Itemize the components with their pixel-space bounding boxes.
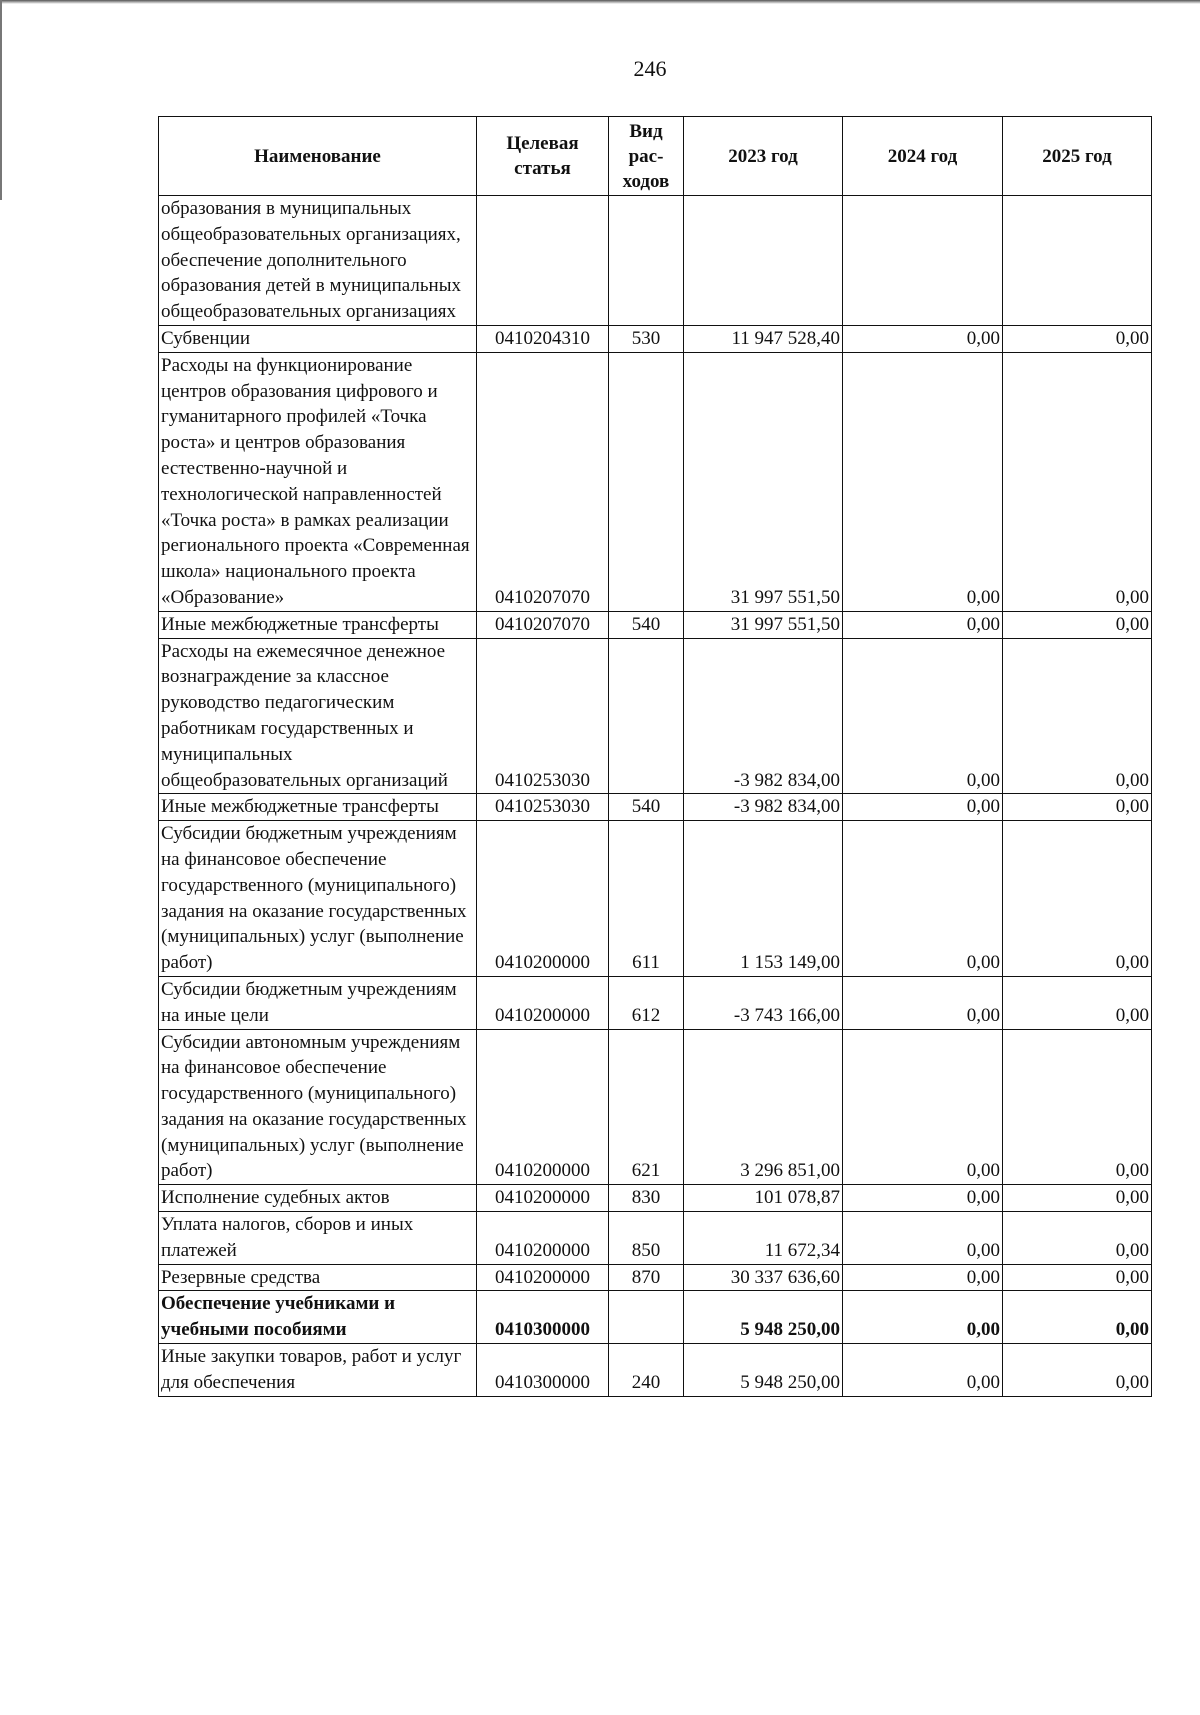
cell-code: 0410200000 — [477, 976, 609, 1029]
cell-2023: -3 743 166,00 — [684, 976, 843, 1029]
cell-2025: 0,00 — [1003, 1212, 1152, 1265]
cell-2023: 30 337 636,60 — [684, 1264, 843, 1291]
cell-name: Субсидии автономным учреждениям на финансовое обеспечение государственного (муниципального) задания на оказание государственных (муниципальных) услуг (выполнение работ) — [159, 1029, 477, 1185]
cell-2024: 0,00 — [843, 611, 1003, 638]
cell-kind — [609, 1291, 684, 1344]
cell-kind — [609, 638, 684, 794]
scan-edge-left — [0, 0, 2, 200]
cell-kind: 850 — [609, 1212, 684, 1265]
cell-2023 — [684, 196, 843, 326]
table-row — [159, 1344, 1152, 1397]
cell-2024: 0,00 — [843, 352, 1003, 611]
cell-kind: 530 — [609, 325, 684, 352]
cell-code: 0410207070 — [477, 352, 609, 611]
table-row — [159, 1212, 1152, 1265]
cell-2024: 0,00 — [843, 1344, 1003, 1397]
cell-code: 0410200000 — [477, 1029, 609, 1185]
cell-2023: 3 296 851,00 — [684, 1029, 843, 1185]
cell-kind: 540 — [609, 794, 684, 821]
header-2024: 2024 год — [843, 117, 1003, 196]
cell-2024: 0,00 — [843, 821, 1003, 977]
header-name: Наименование — [159, 117, 477, 196]
cell-kind — [609, 352, 684, 611]
cell-2023: 31 997 551,50 — [684, 352, 843, 611]
cell-name: Иные межбюджетные трансферты — [159, 611, 477, 638]
table-row — [159, 1185, 1152, 1212]
cell-2025 — [1003, 196, 1152, 326]
cell-name: Иные закупки товаров, работ и услуг для обеспечения — [159, 1344, 477, 1397]
cell-2025: 0,00 — [1003, 1185, 1152, 1212]
cell-name: Обеспечение учебниками и учебными пособиями — [159, 1291, 477, 1344]
cell-code: 0410200000 — [477, 1185, 609, 1212]
table-row — [159, 611, 1152, 638]
cell-name: Субсидии бюджетным учреждениям на иные цели — [159, 976, 477, 1029]
cell-2025: 0,00 — [1003, 325, 1152, 352]
cell-code: 0410300000 — [477, 1344, 609, 1397]
cell-2023: 1 153 149,00 — [684, 821, 843, 977]
header-row — [159, 117, 1152, 196]
cell-2024: 0,00 — [843, 1264, 1003, 1291]
cell-code: 0410300000 — [477, 1291, 609, 1344]
cell-code — [477, 196, 609, 326]
cell-name: Резервные средства — [159, 1264, 477, 1291]
cell-2023: 101 078,87 — [684, 1185, 843, 1212]
cell-name: Субсидии бюджетным учреждениям на финансовое обеспечение государственного (муниципального) задания на оказание государственных (муниципальных) услуг (выполнение работ) — [159, 821, 477, 977]
header-2023: 2023 год — [684, 117, 843, 196]
cell-kind: 240 — [609, 1344, 684, 1397]
cell-kind — [609, 196, 684, 326]
cell-2025: 0,00 — [1003, 976, 1152, 1029]
cell-kind: 612 — [609, 976, 684, 1029]
cell-2024: 0,00 — [843, 1291, 1003, 1344]
cell-name: Исполнение судебных актов — [159, 1185, 477, 1212]
cell-code: 0410200000 — [477, 1264, 609, 1291]
cell-2023: 31 997 551,50 — [684, 611, 843, 638]
cell-kind: 540 — [609, 611, 684, 638]
cell-2025: 0,00 — [1003, 638, 1152, 794]
table-row — [159, 352, 1152, 611]
budget-table — [158, 116, 1152, 1397]
cell-2025: 0,00 — [1003, 794, 1152, 821]
cell-name: Расходы на функционирование центров образования цифрового и гуманитарного профилей «Точка роста» и центров образования естественно-научной и технологической направленностей «Точка роста» в рамках реализации регионального проекта «Современная школа» национального проекта «Образование» — [159, 352, 477, 611]
cell-2023: 5 948 250,00 — [684, 1291, 843, 1344]
table-row — [159, 1291, 1152, 1344]
cell-2024: 0,00 — [843, 1212, 1003, 1265]
table-row — [159, 1029, 1152, 1185]
cell-2025: 0,00 — [1003, 821, 1152, 977]
cell-2024: 0,00 — [843, 1029, 1003, 1185]
cell-code: 0410200000 — [477, 1212, 609, 1265]
cell-code: 0410207070 — [477, 611, 609, 638]
cell-2024: 0,00 — [843, 638, 1003, 794]
table-row — [159, 976, 1152, 1029]
cell-kind: 621 — [609, 1029, 684, 1185]
header-2025: 2025 год — [1003, 117, 1152, 196]
cell-2024: 0,00 — [843, 794, 1003, 821]
cell-name: Иные межбюджетные трансферты — [159, 794, 477, 821]
cell-2024: 0,00 — [843, 325, 1003, 352]
table-row — [159, 821, 1152, 977]
table-row — [159, 638, 1152, 794]
cell-2025: 0,00 — [1003, 1029, 1152, 1185]
table-row — [159, 196, 1152, 326]
cell-2023: -3 982 834,00 — [684, 794, 843, 821]
cell-2024: 0,00 — [843, 1185, 1003, 1212]
cell-2024 — [843, 196, 1003, 326]
cell-2025: 0,00 — [1003, 1344, 1152, 1397]
cell-code: 0410204310 — [477, 325, 609, 352]
table-row — [159, 325, 1152, 352]
cell-2023: -3 982 834,00 — [684, 638, 843, 794]
cell-name: Расходы на ежемесячное денежное вознаграждение за классное руководство педагогическим работникам государственных и муниципальных общеобразовательных организаций — [159, 638, 477, 794]
cell-name: Субвенции — [159, 325, 477, 352]
cell-kind: 611 — [609, 821, 684, 977]
cell-2023: 11 947 528,40 — [684, 325, 843, 352]
cell-kind: 870 — [609, 1264, 684, 1291]
cell-kind: 830 — [609, 1185, 684, 1212]
cell-2025: 0,00 — [1003, 1264, 1152, 1291]
cell-code: 0410200000 — [477, 821, 609, 977]
table-row — [159, 794, 1152, 821]
page-number: 246 — [633, 56, 667, 81]
header-code: Целевая статья — [477, 117, 609, 196]
cell-2023: 11 672,34 — [684, 1212, 843, 1265]
table-row — [159, 1264, 1152, 1291]
cell-2023: 5 948 250,00 — [684, 1344, 843, 1397]
cell-code: 0410253030 — [477, 638, 609, 794]
cell-name: образования в муниципальных общеобразовательных организациях, обеспечение дополнительного образования детей в муниципальных общеобразовательных организациях — [159, 196, 477, 326]
cell-code: 0410253030 — [477, 794, 609, 821]
cell-2025: 0,00 — [1003, 611, 1152, 638]
cell-2025: 0,00 — [1003, 1291, 1152, 1344]
cell-2025: 0,00 — [1003, 352, 1152, 611]
cell-name: Уплата налогов, сборов и иных платежей — [159, 1212, 477, 1265]
scan-edge-top — [0, 0, 1200, 4]
cell-2024: 0,00 — [843, 976, 1003, 1029]
header-kind: Вид рас-ходов — [609, 117, 684, 196]
